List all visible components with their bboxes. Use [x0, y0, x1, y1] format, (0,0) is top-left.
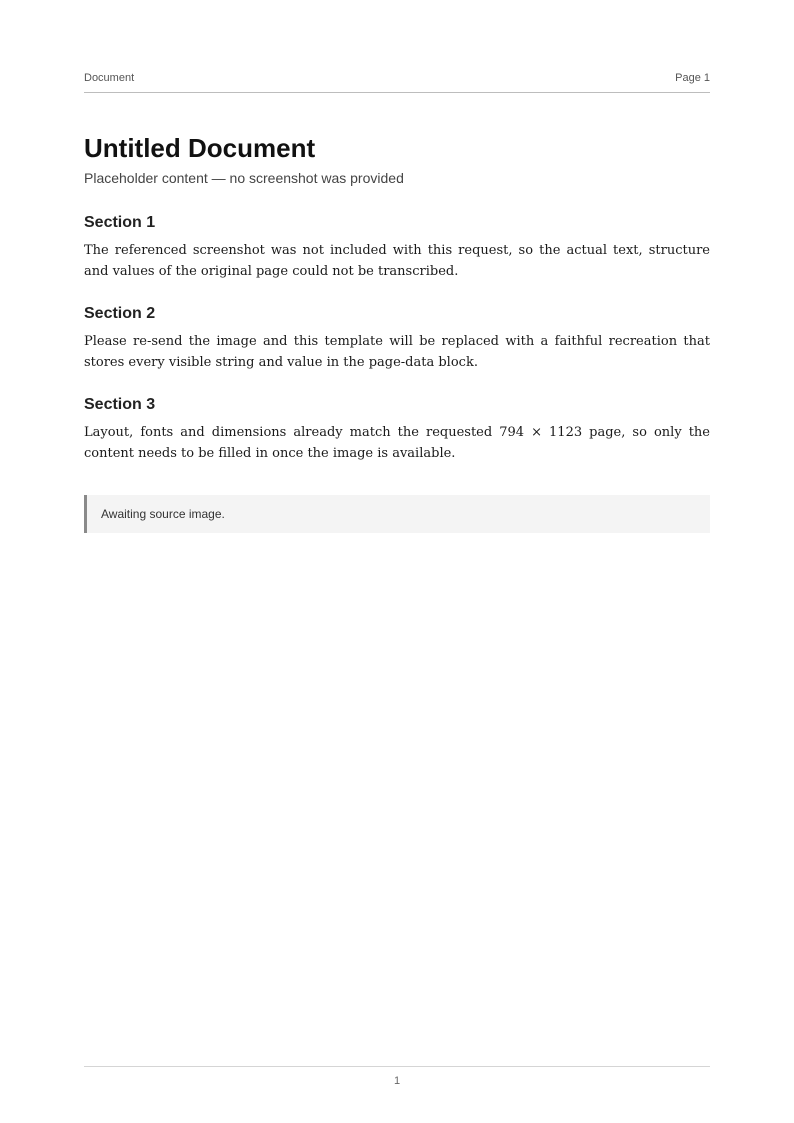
section-2 — [84, 305, 710, 374]
page-footer — [84, 1066, 710, 1087]
section-body: Please re-send the image and this template will be replaced with a faithful recreation that stores every visible string and value in the page-data block. — [84, 333, 710, 371]
page-header — [84, 72, 710, 93]
section-body: Layout, fonts and dimensions already match the requested 794 × 1123 page, so only the content needs to be filled in once the image is available. — [84, 424, 710, 462]
notice-box: Awaiting source image. — [84, 495, 710, 533]
section-heading: Section 1 — [84, 214, 156, 231]
section-3 — [84, 396, 710, 465]
header-right-text: Page 1 — [675, 72, 710, 84]
section-1 — [84, 214, 710, 283]
page-number: 1 — [393, 1075, 401, 1087]
section-body: The referenced screenshot was not included with this request, so the actual text, structure and values of the original page could not be transcribed. — [84, 243, 710, 280]
header-left-text: Document — [84, 72, 135, 84]
document-subtitle: Placeholder content — no screenshot was provided — [84, 170, 404, 186]
section-heading: Section 2 — [84, 304, 156, 322]
section-heading: Section 3 — [84, 395, 156, 413]
document-title: Untitled Document — [84, 133, 316, 163]
